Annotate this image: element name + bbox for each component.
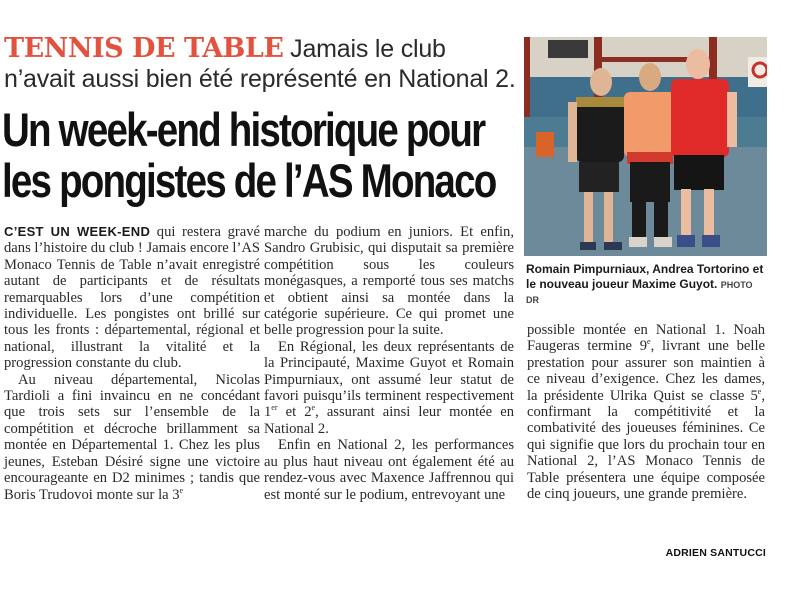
paragraph-continued [264,224,514,339]
paragraph-national-continued [527,322,765,502]
paragraph-intro [4,224,260,372]
article-headline: Un week-end historique pour les pongistes de l’AS Monaco [2,103,496,207]
paragraph-text: qui restera gravé dans l’histoire du club ! Jamais encore l’AS Monaco Tennis de Table n’avait enregistré autant de participants et de résultats remarquables lors d’une compétition individuelle. Les pongistes ont brillé sur tous les fronts : départemental, régional et national, illustrant la vitalité et la progression constante du club. [4,224,260,372]
paragraph-text: , confirmant la compétitivité et la combativité des joueuses féminines. Ce qui signifie que lors du prochain tour en National 2, l’AS Monaco Tennis de Table présentera une équipe composée de cinq joueurs, une grande première. [527,387,765,503]
section-tag: TENNIS DE TABLE [4,33,284,64]
paragraph-departmental [4,372,260,503]
kicker-text: Jamais le club n’avait aussi bien été représenté en National 2. [4,35,516,93]
author-byline: ADRIEN SANTUCCI [665,547,766,559]
players-photo-illustration [524,37,767,256]
article-photo [524,37,767,256]
superscript: e [757,386,762,396]
paragraph-text: possible montée en National 1. Noah Faugeras termine 9 [527,322,765,355]
paragraph-text: Enfin en National 2, les performances au plus haut niveau ont également été au rendez-vous avec Maxence Jaffrennou qui est monté sur le podium, entrevoyant une [264,437,514,503]
superscript: e [179,485,184,495]
article-kicker [4,34,519,94]
superscript: e [647,337,651,347]
paragraph-national [264,437,514,503]
photo-caption [526,262,766,308]
paragraph-text: et 2 [277,404,312,421]
article-column-3 [527,322,765,502]
paragraph-text: marche du podium en juniors. Et enfin, Sandro Grubisic, qui disputait sa première compétition sous les couleurs monégasques, a remporté tous ses matchs et obtient ainsi sa montée dans la catégorie supérieure. Ce qui promet une belle progression pour la suite. [264,224,514,339]
article-column-1 [4,224,260,503]
paragraph-text: Au niveau départemental, Nicolas Tardioli a fini invaincu en ne concédant que trois sets sur l’ensemble de la compétition et décroche brillamment sa montée en Départemental 1. Chez les plus jeunes, Esteban Désiré signe une victoire encourageante en D2 minimes ; tandis que Boris Trudovoi monte sur la 3 [4,371,260,503]
paragraph-text: En Régional, les deux représentants de la Principauté, Maxime Guyot et Romain Pimpurniaux, ont assumé leur statut de favori puisqu’ils terminent respectivement 1 [264,338,514,421]
paragraph-regional [264,339,514,437]
caption-text: Romain Pimpurniaux, Andrea Tortorino et le nouveau joueur Maxime Guyot. [526,262,764,291]
paragraph-text: , assurant ainsi leur montée en National 2. [264,404,514,437]
superscript: e [311,403,316,413]
paragraph-text: , livrant une belle prestation pour assurer son maintien à ce niveau d’exigence. Chez les dames, la présidente Ulrika Quist se classe 5 [527,338,765,404]
article-column-2 [264,224,514,503]
superscript: er [271,403,278,413]
photo-credit: PHOTO DR [526,279,753,306]
lead-caps: C’EST UN WEEK-END [4,224,151,239]
